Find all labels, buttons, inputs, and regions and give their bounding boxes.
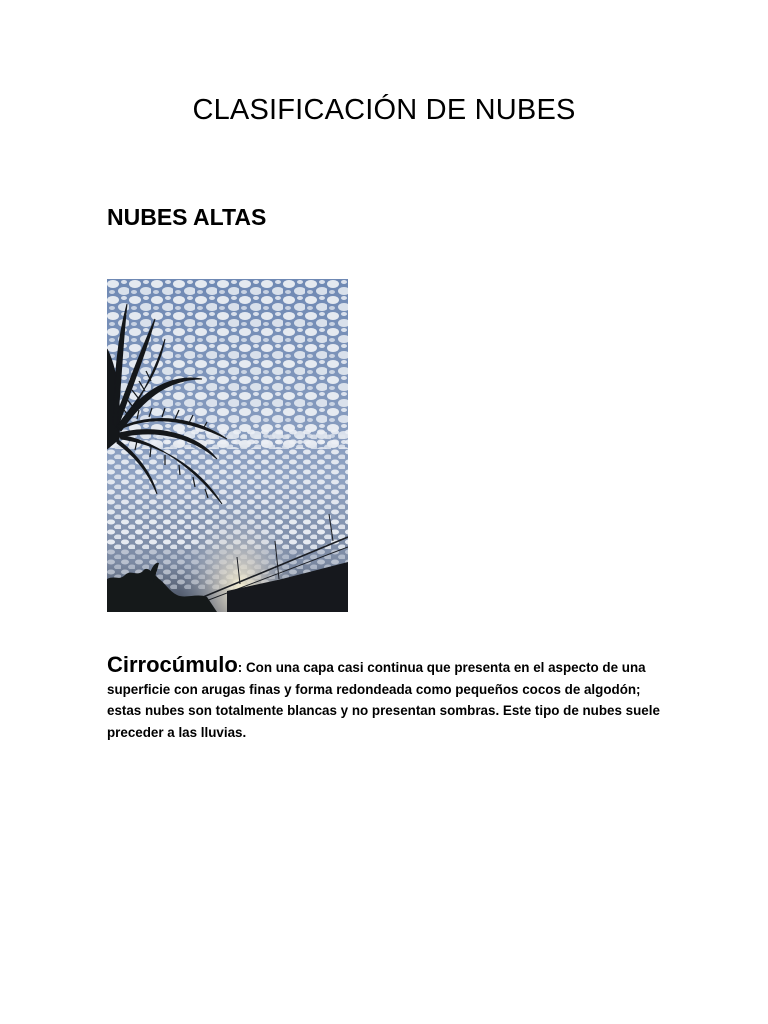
cloud-sky-image bbox=[107, 279, 348, 612]
document-title: CLASIFICACIÓN DE NUBES bbox=[192, 94, 576, 126]
section-heading: NUBES ALTAS bbox=[107, 204, 267, 230]
cirrocumulus-photo bbox=[107, 279, 348, 612]
cirrocumulus-description bbox=[107, 654, 667, 743]
cirrocumulus-term: Cirrocúmulo bbox=[107, 652, 238, 677]
cirrocumulus-text: Con una capa casi continua que presenta en el aspecto de una superficie con arugas finas y forma redondeada como pequeños cocos de algodón; estas nubes son totalmente blancas y no presentan sombras. Este tipo de nubes suele preceder a las lluvias. bbox=[107, 660, 660, 740]
term-separator: : bbox=[237, 660, 243, 675]
